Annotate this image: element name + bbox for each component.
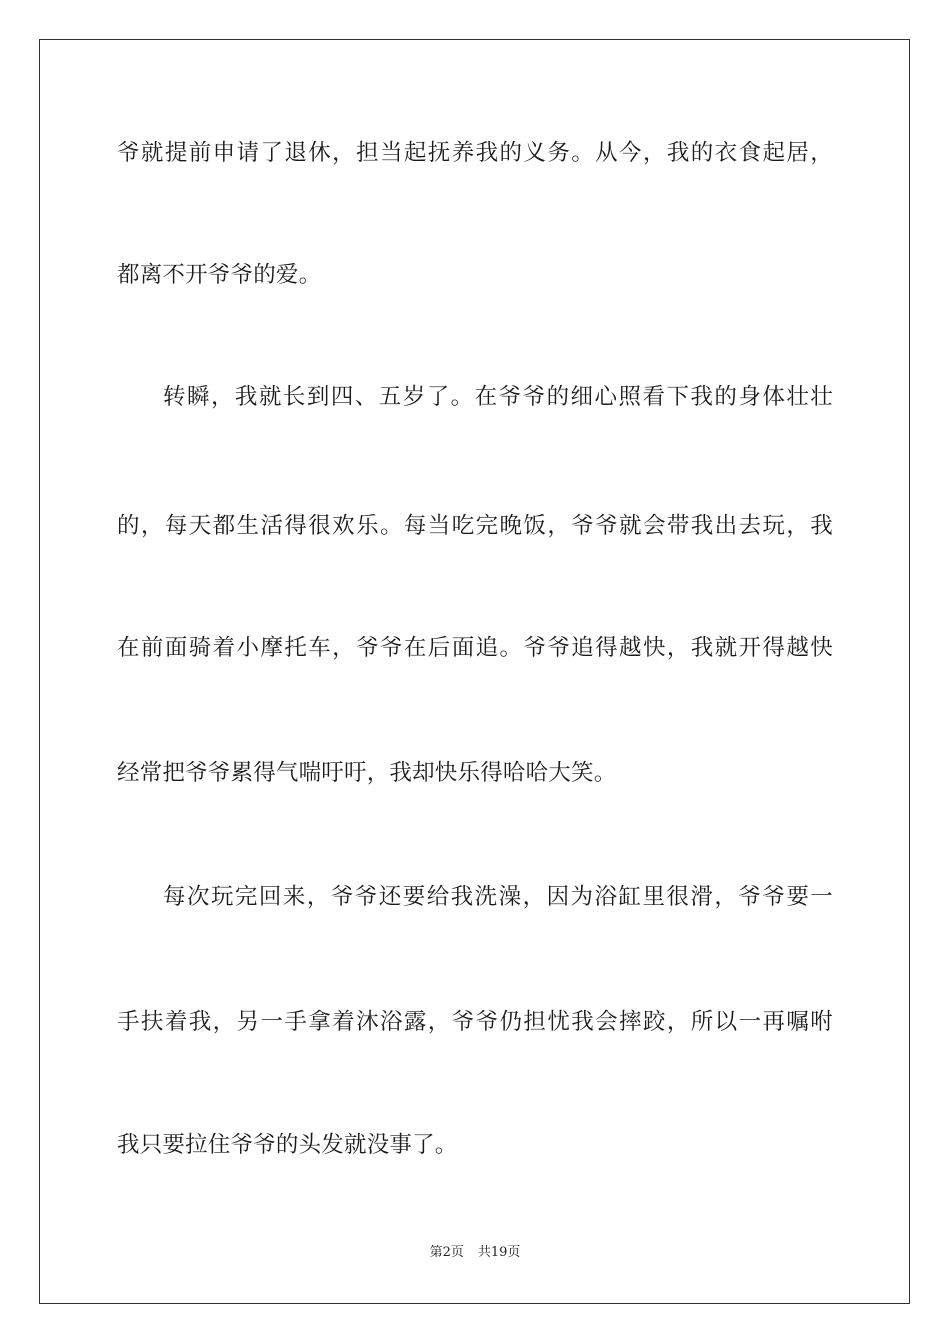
paragraph-2-line-1: 转瞬，我就长到四、五岁了。在爷爷的细心照看下我的身体壮壮	[163, 384, 833, 410]
paragraph-2-line-3: 在前面骑着小摩托车，爷爷在后面追。爷爷追得越快，我就开得越快	[117, 635, 833, 661]
paragraph-1-line-2: 都离不开爷爷的爱。	[117, 262, 322, 288]
page-footer	[0, 1244, 950, 1262]
paragraph-2-line-2: 的，每天都生活得很欢乐。每当吃完晚饭，爷爷就会带我出去玩，我	[117, 513, 833, 539]
page-frame	[39, 39, 910, 1304]
page-number: 第2页	[429, 1245, 464, 1260]
paragraph-3-line-3: 我只要拉住爷爷的头发就没事了。	[117, 1132, 458, 1158]
paragraph-2-line-4: 经常把爷爷累得气喘吁吁，我却快乐得哈哈大笑。	[117, 760, 617, 786]
paragraph-1-line-1: 爷就提前申请了退休，担当起抚养我的义务。从今，我的衣食起居，	[117, 140, 833, 166]
paragraph-3-line-1: 每次玩完回来，爷爷还要给我洗澡，因为浴缸里很滑，爷爷要一	[163, 884, 833, 910]
page-total: 共19页	[477, 1245, 521, 1260]
paragraph-3-line-2: 手扶着我，另一手拿着沐浴露，爷爷仍担忧我会摔跤，所以一再嘱咐	[117, 1009, 833, 1035]
